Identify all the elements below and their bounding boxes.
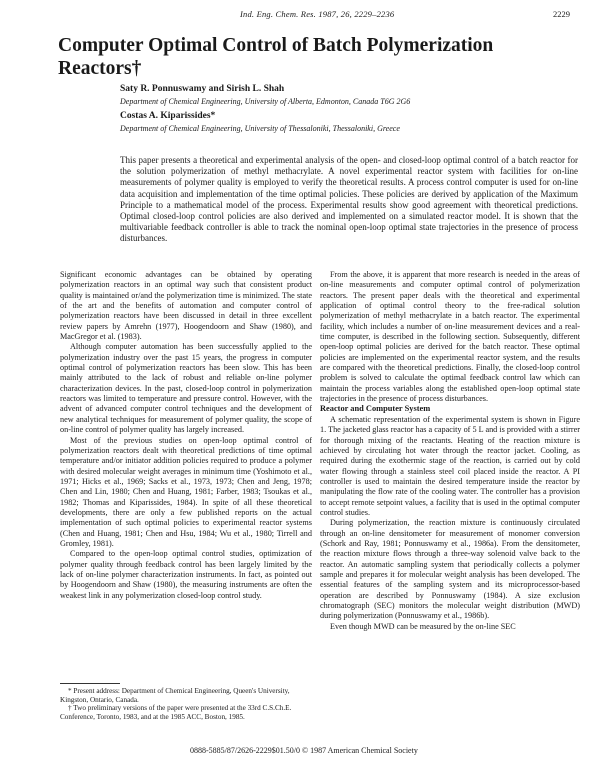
footnote: † Two preliminary versions of the paper were presented at the 33rd C.S.Ch.E. Conference, Toronto, 1983, and at the 1985 ACC, Boston, 1985. <box>60 704 292 721</box>
affiliation-1: Department of Chemical Engineering, University of Alberta, Edmonton, Canada T6G 2G6 <box>120 97 411 106</box>
journal-citation: Ind. Eng. Chem. Res. 1987, 26, 2229–2236 <box>240 9 395 19</box>
author-group-1: Saty R. Ponnuswamy and Sirish L. Shah <box>120 84 285 94</box>
paragraph: During polymerization, the reaction mixture is continuously circulated through an on-line densitometer for measurement of monomer conversion (Schork and Ray, 1981; Ponnuswamy et al., 1986a). From the densitometer, the reaction mixture flows through a three-way solenoid valve back to the reactor. An automatic sampling system that periodically collects a polymer sample and prepares it for molecular weight analysis has been developed. The essential features of the sampling system and its microprocessor-based operation are described by Ponnuswamy (1984). A size exclusion chromatograph (SEC) monitors the molecular weight distribution (MWD) during polymerization (Ponnuswamy et al., 1986b). <box>320 518 580 621</box>
footnotes <box>60 687 312 721</box>
paragraph: Significant economic advantages can be obtained by operating polymerization reactors in an optimal way such that consistent product quality is maintained or/and the polymerization time is minimized. The state of the art and the benefits of automation and computer control of polymerization reactors have been discussed in detail in three excellent review papers by Amrehn (1977), Hoogendoorn and Shaw (1980), and MacGregor et al. (1983). <box>60 270 312 342</box>
paragraph: Compared to the open-loop optimal control studies, optimization of polymer quality through feedback control has been largely limited by the lack of on-line polymer characterization instruments. In fact, as pointed out by Hoogendoorn and Shaw (1980), the measuring instruments are often the weakest link in any polymerization closed-loop control study. <box>60 549 312 600</box>
page-number: 2229 <box>553 9 570 19</box>
paragraph: Most of the previous studies on open-loop optimal control of polymerization reactors dealt with theoretical predictions of time optimal temperature and/or initiator addition policies required to produce a polymer with desired molecular weight averages in minimum time (Yoshimoto et al., 1971; Hicks et al., 1969; Sacks et al., 1973, 1973; Chen and Jeng, 1978; Chen and Lin, 1980; Chen and Huang, 1981; Farber, 1983; Tsoukas et al., 1982; Thomas and Kiparissides, 1984). In spite of all these theoretical developments, there are only a few published reports on the actual implementation of such optimal policies to experimental reactor systems (Chen and Huang, 1981; Chen and Hsu, 1984; Wu et al., 1980; Tirrell and Gromley, 1981). <box>60 435 312 548</box>
copyright-footer: 0888-5885/87/2626-2229$01.50/0 © 1987 American Chemical Society <box>190 746 418 755</box>
affiliation-2: Department of Chemical Engineering, University of Thessaloniki, Thessaloniki, Greece <box>120 124 400 133</box>
footnote-rule <box>60 683 120 684</box>
abstract: This paper presents a theoretical and experimental analysis of the open- and closed-loop optimal control of a batch reactor for the solution polymerization of methyl methacrylate. A novel experimental reactor system with facilities for on-line measurements of polymer quality is employed to verify the theoretical results. A process control computer is used for on-line data acquisition and implementation of the time optimal policies. These policies are derived by application of the Maximum Principle to a mathematical model of the process. Experimental results show good agreement with theoretical predictions. Optimal closed-loop control policies are also derived and implemented on a simulated reactor model. It is shown that the multivariable feedback controller is able to track the nominal open-loop optimal state trajectories in the presence of process disturbances. <box>120 155 578 244</box>
footnote: * Present address: Department of Chemical Engineering, Queen's University, Kingston, Ontario, Canada. <box>60 687 290 704</box>
author-group-2: Costas A. Kiparissides* <box>120 111 216 121</box>
paragraph: From the above, it is apparent that more research is needed in the areas of on-line measurements and computer optimal control of polymerization reactors. The present paper deals with the theoretical and experimental application of optimal control theory to the free-radical solution polymerization of methyl methacrylate in a batch reactor. The experimental facility, which includes a number of on-line measurement devices and a real-time computer, is described in the following section. Subsequently, different open-loop optimal policies are derived for the batch reactor. These optimal policies are implemented on the experimental reactor system, and the results are compared with the theoretical predictions. Finally, the closed-loop control problem is solved to calculate the optimal feedback control law which can maintain the process variables along the established open-loop optimal state trajectories in the presence of process disturbances. <box>320 270 580 404</box>
paragraph: A schematic representation of the experimental system is shown in Figure 1. The jacketed glass reactor has a capacity of 5 L and is provided with a stirrer for thorough mixing of the reactants. Heating of the reaction mixture is achieved by circulating hot water through the reactor jacket. Cooling, as required during the exothermic stage of the reaction, is carried out by cold water flowing through a stainless steel coil placed inside the reactor. A PI controller is used to maintain the desired temperature inside the reactor by manipulating the flow rate of the cooling water. The controller has a provision to accept remote setpoint values, a facility that is used in the optimal computer control studies. <box>320 414 580 517</box>
paragraph: Although computer automation has been successfully applied to the polymerization industry over the past 15 years, the progress in computer optimal control of polymerization reactors has been slow. This has been mainly attributed to the lack of robust and reliable on-line polymer characterization devices. In the past, closed-loop control in polymerization reactors was limited to temperature and pressure control. However, with the advent of advanced computer control techniques and the development of new analytical techniques for measurement of polymer quality, the scope of on-line control of polymer quality has largely increased. <box>60 342 312 435</box>
paragraph: Even though MWD can be measured by the on-line SEC <box>330 621 516 631</box>
left-column <box>60 270 312 601</box>
paper-title: Computer Optimal Control of Batch Polymerization Reactors† <box>58 35 494 79</box>
right-column <box>320 270 580 632</box>
section-heading: Reactor and Computer System <box>320 404 431 414</box>
